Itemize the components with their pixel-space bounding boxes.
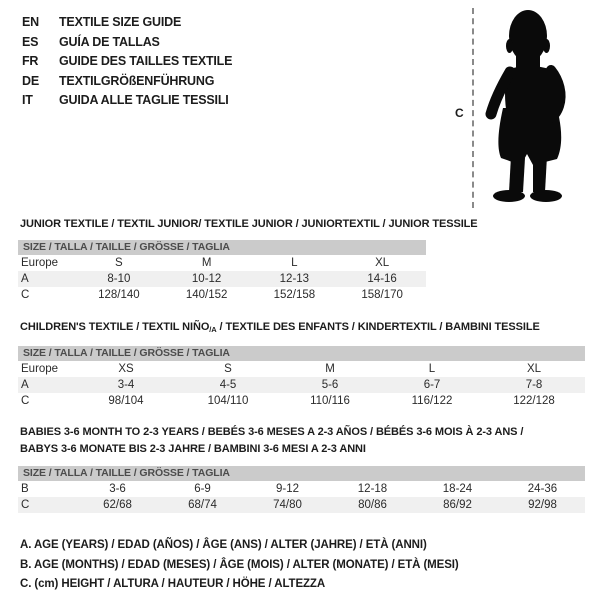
table-cell: 98/104 [108, 395, 144, 407]
table-cell: 104/110 [207, 395, 249, 407]
language-title: TEXTILE SIZE GUIDE [59, 15, 182, 29]
children-size-table [18, 346, 585, 409]
table-cell: 140/152 [185, 289, 228, 301]
table-cell: 122/128 [513, 395, 555, 407]
table-cell: 9-12 [275, 483, 300, 495]
table-cell: M [201, 257, 212, 269]
junior-size-table [18, 240, 426, 303]
size-header-bar: SIZE / TALLA / TAILLE / GRÖSSE / TAGLIA [18, 346, 585, 361]
language-row [22, 52, 232, 72]
table-cell: 10-12 [191, 273, 222, 285]
babies-title-line1: BABIES 3-6 MONTH TO 2-3 YEARS / BEBÉS 3-6 MESES A 2-3 AÑOS / BÉBÉS 3-6 MOIS À 2-3 ANS / [20, 426, 524, 438]
table-cell: 14-16 [367, 273, 397, 285]
table-cell: 6-7 [423, 379, 441, 391]
table-cell: S [224, 363, 232, 375]
row-label: A [21, 379, 29, 391]
children-section-title [20, 321, 540, 334]
row-label: A [21, 273, 29, 285]
children-title-pre: CHILDREN'S TEXTILE / TEXTIL NIÑO [20, 321, 210, 333]
table-cell: 3-6 [109, 483, 126, 495]
language-code: FR [22, 54, 39, 68]
language-row [22, 13, 232, 33]
table-row [18, 393, 585, 409]
table-cell: XL [526, 363, 542, 375]
table-cell: XS [118, 363, 134, 375]
table-cell: L [291, 257, 298, 269]
table-cell: 12-18 [357, 483, 388, 495]
row-label: B [21, 483, 29, 495]
table-row [18, 497, 585, 513]
table-row [18, 361, 585, 377]
height-measure-line [472, 8, 474, 208]
language-list [22, 13, 232, 111]
table-cell: 86/92 [443, 499, 472, 511]
legend-line-a: A. AGE (YEARS) / EDAD (AÑOS) / ÂGE (ANS) / ALTER (JAHRE) / ETÀ (ANNI) [20, 539, 427, 551]
table-cell: 8-10 [107, 273, 131, 285]
row-label: Europe [21, 257, 59, 269]
language-code: ES [22, 34, 39, 49]
legend-line-c: C. (cm) HEIGHT / ALTURA / HAUTEUR / HÖHE / ALTEZZA [20, 578, 326, 590]
table-cell: 4-5 [219, 379, 237, 391]
language-title: GUÍA DE TALLAS [59, 34, 160, 49]
table-row [18, 377, 585, 393]
size-header-bar: SIZE / TALLA / TAILLE / GRÖSSE / TAGLIA [18, 240, 426, 255]
language-title: GUIDA ALLE TAGLIE TESSILI [59, 93, 229, 107]
table-cell: 152/158 [273, 289, 316, 301]
table-cell: 7-8 [525, 379, 543, 391]
table-cell: L [428, 363, 436, 375]
table-cell: 62/68 [103, 499, 132, 511]
table-cell: 68/74 [188, 499, 217, 511]
table-cell: 6-9 [194, 483, 211, 495]
table-cell: 128/140 [98, 289, 140, 301]
language-row [22, 91, 232, 111]
table-cell: 158/170 [361, 289, 403, 301]
children-title-sub: /A [209, 325, 217, 334]
table-row [18, 271, 426, 287]
table-cell: 80/86 [358, 499, 387, 511]
table-row [18, 481, 585, 497]
table-cell: M [325, 363, 335, 375]
babies-title-line2: BABYS 3-6 MONATE BIS 2-3 JAHRE / BAMBINI 3-6 MESI A 2-3 ANNI [20, 443, 366, 455]
table-cell: 110/116 [310, 395, 350, 407]
row-label: C [21, 395, 30, 407]
table-cell: 92/98 [528, 499, 557, 511]
table-cell: XL [375, 257, 390, 269]
language-code: IT [22, 93, 33, 107]
table-cell: 24-36 [527, 483, 558, 495]
table-cell: 74/80 [273, 499, 302, 511]
table-cell: 12-13 [279, 273, 310, 285]
table-cell: 5-6 [321, 379, 339, 391]
language-code: DE [22, 73, 39, 88]
table-row [18, 287, 426, 303]
junior-section-title: JUNIOR TEXTILE / TEXTIL JUNIOR/ TEXTILE JUNIOR / JUNIORTEXTIL / JUNIOR TESSILE [20, 218, 478, 230]
height-label-c: C [455, 106, 464, 120]
table-cell: 116/122 [411, 395, 453, 407]
row-label: C [21, 499, 30, 511]
children-title-post: / TEXTILE DES ENFANTS / KINDERTEXTIL / BAMBINI TESSILE [216, 321, 540, 333]
table-cell: 18-24 [442, 483, 473, 495]
language-row [22, 33, 232, 53]
legend-notes [20, 536, 459, 595]
baby-silhouette-icon [483, 8, 579, 206]
table-cell: S [115, 257, 123, 269]
row-label: C [21, 289, 30, 301]
size-header-bar: SIZE / TALLA / TAILLE / GRÖSSE / TAGLIA [18, 466, 585, 481]
row-label: Europe [21, 363, 59, 375]
babies-size-table [18, 466, 585, 513]
language-row [22, 72, 232, 92]
language-code: EN [22, 15, 39, 29]
babies-section-title [20, 424, 523, 458]
language-title: GUIDE DES TAILLES TEXTILE [59, 54, 233, 68]
language-title: TEXTILGRÖßENFÜHRUNG [59, 73, 215, 88]
baby-silhouette [483, 8, 579, 206]
table-cell: 3-4 [117, 379, 135, 391]
table-row [18, 255, 426, 271]
legend-line-b: B. AGE (MONTHS) / EDAD (MESES) / ÂGE (MOIS) / ALTER (MONATE) / ETÀ (MESI) [20, 558, 459, 571]
